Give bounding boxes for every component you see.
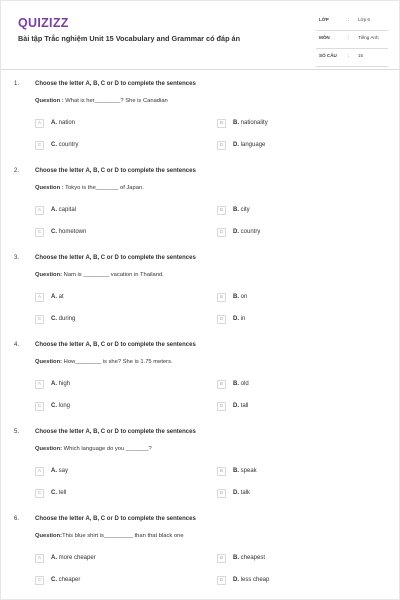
question-text (35, 98, 168, 104)
option-text: in (240, 316, 246, 322)
option-letter: C. (51, 142, 57, 148)
option-text: at (58, 294, 64, 300)
question-block (1, 81, 400, 168)
option-letter: D. (233, 142, 239, 148)
question-number: 1. (14, 81, 20, 87)
option-label (51, 142, 78, 148)
worksheet-title: Bài tập Trắc nghiệm Unit 15 Vocabulary and Grammar có đáp án (18, 34, 241, 43)
option-letter: D. (233, 229, 239, 235)
question-number: 6. (14, 516, 20, 522)
option-letter: D. (233, 403, 239, 409)
option-text: language (240, 142, 266, 148)
option-checkbox[interactable]: B (217, 554, 226, 563)
option-checkbox[interactable]: A (35, 119, 44, 128)
option-checkbox[interactable]: C (35, 576, 44, 585)
option-text: more cheaper (58, 555, 96, 561)
option-letter: A. (51, 207, 57, 213)
question-label: Question: (35, 533, 63, 539)
option-text: tell (58, 490, 67, 496)
option-checkbox[interactable]: C (35, 489, 44, 498)
option-text: country (58, 142, 79, 148)
option-label (233, 316, 245, 322)
option-letter: A. (51, 120, 57, 126)
option-label (51, 316, 75, 322)
option-text: tall (240, 403, 249, 409)
question-label: Question : (35, 185, 64, 191)
question-text (35, 446, 152, 452)
question-text (35, 185, 144, 191)
option-label (51, 207, 76, 213)
option-label (51, 468, 68, 474)
meta-row-subject (316, 31, 388, 49)
question-block (1, 516, 400, 600)
question-number: 4. (14, 342, 20, 348)
option-text: long (58, 403, 71, 409)
option-label (233, 468, 257, 474)
option-letter: B. (233, 207, 239, 213)
option-text: city (240, 207, 250, 213)
option-letter: B. (233, 468, 239, 474)
option-text: high (58, 381, 71, 387)
option-label (233, 490, 250, 496)
option-text: cheaper (58, 577, 81, 583)
question-instruction: Choose the letter A, B, C or D to complete the sentences (35, 81, 196, 87)
question-label: Question: (35, 359, 63, 365)
option-label (233, 294, 247, 300)
option-checkbox[interactable]: D (217, 228, 226, 237)
option-text: during (58, 316, 76, 322)
meta-value: 15 (358, 53, 364, 58)
option-label (233, 577, 269, 583)
option-text: nation (58, 120, 76, 126)
question-instruction: Choose the letter A, B, C or D to complete the sentences (35, 255, 196, 261)
option-letter: C. (51, 490, 57, 496)
worksheet-header (1, 1, 400, 69)
option-letter: A. (51, 555, 57, 561)
option-text: country (240, 229, 261, 235)
question-block (1, 255, 400, 342)
meta-separator: : (348, 53, 350, 58)
question-label: Question : (35, 98, 64, 104)
option-letter: A. (51, 381, 57, 387)
option-label (51, 229, 86, 235)
option-checkbox[interactable]: D (217, 402, 226, 411)
option-checkbox[interactable]: A (35, 380, 44, 389)
option-letter: A. (51, 468, 57, 474)
option-letter: D. (233, 490, 239, 496)
option-label (51, 555, 96, 561)
question-sentence: Which language do you _______? (62, 446, 152, 452)
option-label (233, 381, 249, 387)
meta-table (316, 13, 388, 67)
option-checkbox[interactable]: B (217, 467, 226, 476)
option-checkbox[interactable]: B (217, 293, 226, 302)
option-checkbox[interactable]: A (35, 206, 44, 215)
option-text: say (58, 468, 69, 474)
option-letter: B. (233, 555, 239, 561)
question-text (35, 533, 184, 539)
question-sentence: This blue shirt is_________ than that black one (62, 533, 184, 539)
option-letter: B. (233, 294, 239, 300)
meta-key: LỚP (319, 17, 329, 22)
option-checkbox[interactable]: C (35, 228, 44, 237)
meta-separator: : (348, 17, 350, 22)
question-sentence: What is her________? She is Canadian (63, 98, 168, 104)
option-checkbox[interactable]: D (217, 141, 226, 150)
option-text: talk (240, 490, 251, 496)
quizizz-logo: QUIZIZZ (18, 16, 69, 30)
option-text: hometown (58, 229, 87, 235)
option-checkbox[interactable]: C (35, 315, 44, 324)
meta-key: SỐ CÂU (319, 53, 337, 58)
option-label (51, 490, 66, 496)
option-label (51, 577, 80, 583)
question-text (35, 359, 173, 365)
question-block (1, 342, 400, 429)
option-checkbox[interactable]: D (217, 489, 226, 498)
option-letter: C. (51, 316, 57, 322)
meta-row-grade (316, 13, 388, 31)
option-text: old (240, 381, 249, 387)
option-text: less cheap (240, 577, 270, 583)
meta-row-count (316, 49, 388, 67)
question-sentence: Nam is ________ vacation in Thailand. (62, 272, 164, 278)
option-checkbox[interactable]: A (35, 467, 44, 476)
option-label (233, 120, 268, 126)
meta-value: Tiếng Anh (358, 35, 379, 40)
option-letter: C. (51, 577, 57, 583)
option-checkbox[interactable]: B (217, 380, 226, 389)
question-label: Question: (35, 446, 63, 452)
option-checkbox[interactable]: A (35, 554, 44, 563)
meta-separator: : (348, 35, 350, 40)
option-label (233, 555, 265, 561)
option-label (233, 229, 260, 235)
option-checkbox[interactable]: D (217, 315, 226, 324)
option-letter: A. (51, 294, 57, 300)
option-letter: C. (51, 229, 57, 235)
option-label (233, 207, 250, 213)
option-checkbox[interactable]: C (35, 141, 44, 150)
question-instruction: Choose the letter A, B, C or D to complete the sentences (35, 342, 196, 348)
option-checkbox[interactable]: B (217, 206, 226, 215)
question-text (35, 272, 164, 278)
question-block (1, 168, 400, 255)
question-number: 3. (14, 255, 20, 261)
option-checkbox[interactable]: A (35, 293, 44, 302)
option-text: capital (58, 207, 77, 213)
option-letter: B. (233, 381, 239, 387)
option-text: nationality (240, 120, 268, 126)
option-label (51, 294, 64, 300)
option-label (51, 403, 70, 409)
question-sentence: How________ is she? She is 1.75 meters. (62, 359, 173, 365)
question-number: 5. (14, 429, 20, 435)
option-text: cheapest (240, 555, 266, 561)
meta-value: Lớp 6 (358, 17, 370, 22)
option-label (51, 120, 75, 126)
question-label: Question: (35, 272, 63, 278)
option-letter: C. (51, 403, 57, 409)
option-label (233, 403, 248, 409)
option-text: speak (240, 468, 257, 474)
question-block (1, 429, 400, 516)
question-instruction: Choose the letter A, B, C or D to complete the sentences (35, 429, 196, 435)
option-checkbox[interactable]: B (217, 119, 226, 128)
question-instruction: Choose the letter A, B, C or D to complete the sentences (35, 168, 196, 174)
option-letter: D. (233, 316, 239, 322)
option-text: on (240, 294, 248, 300)
question-sentence: Tokyo is the_______ of Japan. (63, 185, 144, 191)
option-label (233, 142, 265, 148)
question-instruction: Choose the letter A, B, C or D to complete the sentences (35, 516, 196, 522)
option-letter: D. (233, 577, 239, 583)
option-checkbox[interactable]: C (35, 402, 44, 411)
header-divider (1, 69, 400, 70)
option-checkbox[interactable]: D (217, 576, 226, 585)
option-label (51, 381, 70, 387)
question-number: 2. (14, 168, 20, 174)
meta-key: MÔN (319, 35, 330, 40)
option-letter: B. (233, 120, 239, 126)
